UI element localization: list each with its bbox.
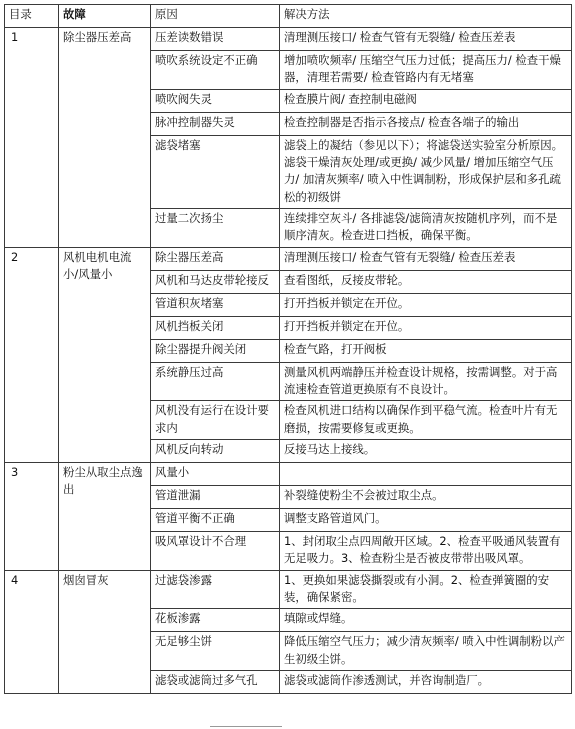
solution-cell: 反接马达上接线。 — [280, 439, 572, 462]
table-body — [5, 28, 572, 694]
solution-cell — [280, 462, 572, 485]
fault-cell: 粉尘从取尘点逸出 — [59, 462, 151, 570]
cause-cell: 喷吹阀失灵 — [151, 89, 280, 112]
fault-cell: 烟囱冒灰 — [59, 570, 151, 693]
cause-cell: 过滤袋渗露 — [151, 570, 280, 609]
troubleshooting-table — [4, 4, 572, 694]
cause-cell: 滤袋堵塞 — [151, 135, 280, 208]
cause-cell: 除尘器提升阀关闭 — [151, 339, 280, 362]
group-index: 3 — [5, 462, 59, 570]
cause-cell: 管道积灰堵塞 — [151, 293, 280, 316]
header-index: 目录 — [5, 5, 59, 28]
table-row — [5, 247, 572, 270]
solution-cell: 滤袋上的凝结（参见以下）；将滤袋送实验室分析原因。滤袋干燥清灰处理/或更换/ 减少风量/ 增加压缩空气压力/ 加清灰频率/ 喷入中性调制粉，形成保护层和多孔疏松的初级饼 — [280, 135, 572, 208]
cause-cell: 喷吹系统设定不正确 — [151, 51, 280, 90]
table-row — [5, 570, 572, 609]
header-fault: 故障 — [59, 5, 151, 28]
cause-cell: 脉冲控制器失灵 — [151, 112, 280, 135]
group-index: 2 — [5, 247, 59, 462]
solution-cell: 1、更换如果滤袋撕裂或有小洞。2、检查弹簧圈的安装，确保紧密。 — [280, 570, 572, 609]
table-header-row — [5, 5, 572, 28]
solution-cell: 填隙或焊缝。 — [280, 609, 572, 632]
solution-cell: 查看图纸，反接皮带轮。 — [280, 270, 572, 293]
solution-cell: 测量风机两端静压并检查设计规格，按需调整。对于高流速检查管道更换原有不良设计。 — [280, 362, 572, 401]
group-index: 4 — [5, 570, 59, 693]
solution-cell: 检查控制器是否指示各接点/ 检查各端子的输出 — [280, 112, 572, 135]
table-row — [5, 28, 572, 51]
solution-cell: 检查气路，打开阀板 — [280, 339, 572, 362]
solution-cell: 检查风机进口结构以确保作到平稳气流。检查叶片有无磨损，按需要修复或更换。 — [280, 401, 572, 440]
cause-cell: 过量二次扬尘 — [151, 208, 280, 247]
solution-cell: 增加喷吹频率/ 压缩空气压力过低；提高压力/ 检查干燥器，清理若需要/ 检查管路内有无堵塞 — [280, 51, 572, 90]
solution-cell: 调整支路管道风门。 — [280, 508, 572, 531]
cause-cell: 压差读数错误 — [151, 28, 280, 51]
cause-cell: 除尘器压差高 — [151, 247, 280, 270]
fault-cell: 风机电机电流小/风量小 — [59, 247, 151, 462]
cause-cell: 风机挡板关闭 — [151, 316, 280, 339]
cause-cell: 管道平衡不正确 — [151, 508, 280, 531]
solution-cell: 1、封闭取尘点四周敞开区域。2、检查平吸通风装置有无足吸力。3、检查粉尘是否被皮带带出吸风罩。 — [280, 531, 572, 570]
cause-cell: 管道泄漏 — [151, 485, 280, 508]
solution-cell: 降低压缩空气压力；减少清灰频率/ 喷入中性调制粉以产生初级尘饼。 — [280, 632, 572, 671]
solution-cell: 补裂缝使粉尘不会被过取尘点。 — [280, 485, 572, 508]
group-index: 1 — [5, 28, 59, 248]
solution-cell: 清理测压接口/ 检查气管有无裂缝/ 检查压差表 — [280, 247, 572, 270]
cause-cell: 风机没有运行在设计要求内 — [151, 401, 280, 440]
cause-cell: 吸风罩设计不合理 — [151, 531, 280, 570]
cause-cell: 风量小 — [151, 462, 280, 485]
solution-cell: 滤袋或滤筒作渗透测试，并咨询制造厂。 — [280, 670, 572, 693]
table-row — [5, 462, 572, 485]
solution-cell: 连续排空灰斗/ 各排滤袋/滤筒清灰按随机序列，而不是顺序清灰。检查进口挡板，确保平衡。 — [280, 208, 572, 247]
cause-cell: 风机反向转动 — [151, 439, 280, 462]
header-solution: 解决方法 — [280, 5, 572, 28]
fault-cell: 除尘器压差高 — [59, 28, 151, 248]
header-cause: 原因 — [151, 5, 280, 28]
solution-cell: 检查膜片阀/ 查控制电磁阀 — [280, 89, 572, 112]
solution-cell: 清理测压接口/ 检查气管有无裂缝/ 检查压差表 — [280, 28, 572, 51]
footer-divider — [210, 726, 282, 727]
solution-cell: 打开挡板并锁定在开位。 — [280, 293, 572, 316]
cause-cell: 无足够尘饼 — [151, 632, 280, 671]
cause-cell: 花板渗露 — [151, 609, 280, 632]
cause-cell: 风机和马达皮带轮接反 — [151, 270, 280, 293]
solution-cell: 打开挡板并锁定在开位。 — [280, 316, 572, 339]
cause-cell: 滤袋或滤筒过多气孔 — [151, 670, 280, 693]
cause-cell: 系统静压过高 — [151, 362, 280, 401]
